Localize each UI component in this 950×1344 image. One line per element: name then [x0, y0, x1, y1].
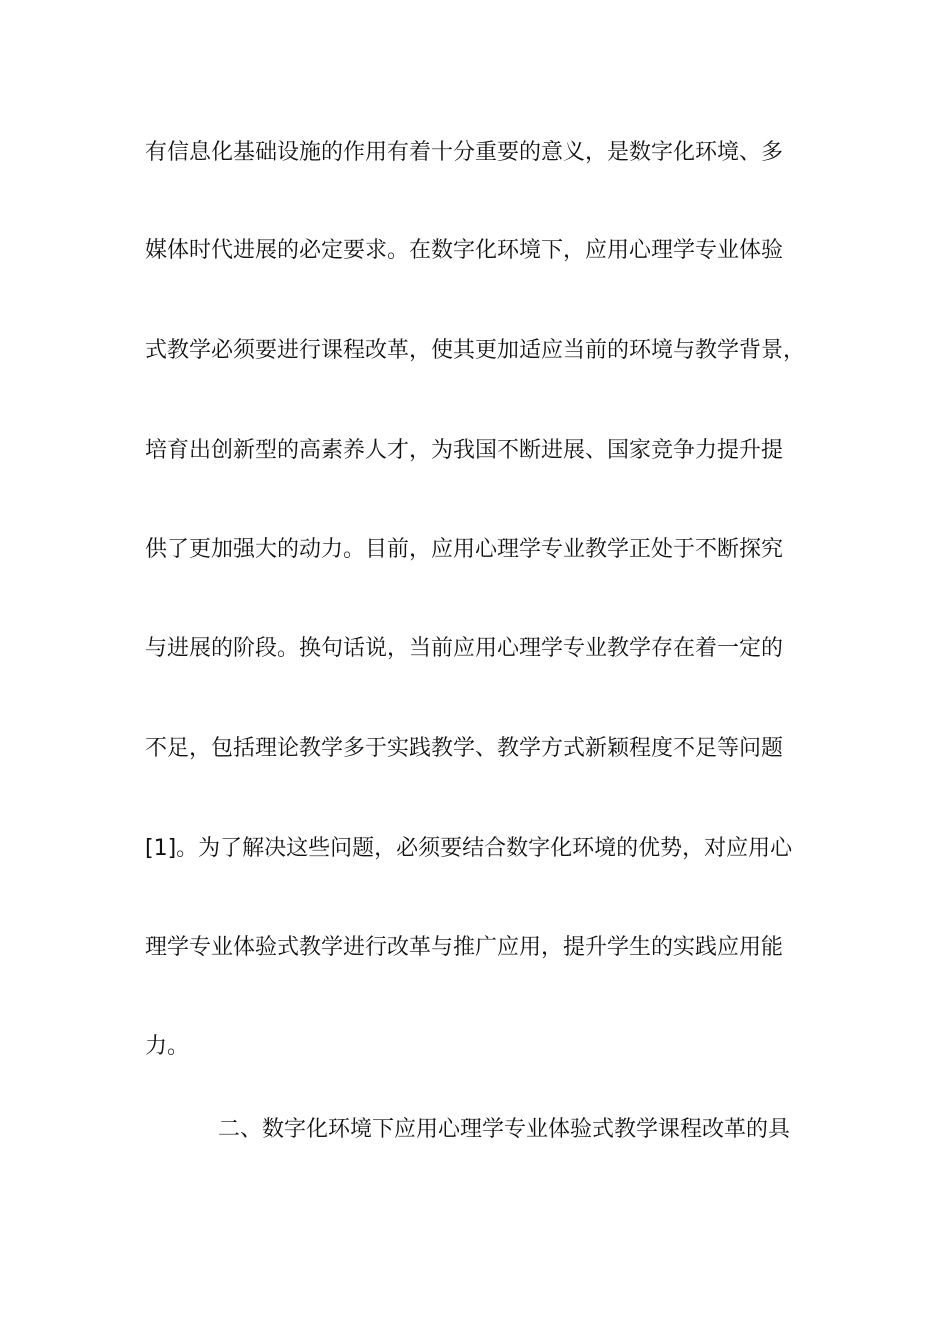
paragraph-line: 理学专业体验式教学进行改革与推广应用，提升学生的实践应用能: [145, 935, 784, 960]
paragraph-line: 供了更加强大的动力。目前，应用心理学专业教学正处于不断探究: [145, 537, 784, 562]
paragraph-line: 与进展的阶段。换句话说，当前应用心理学专业教学存在着一定的: [145, 636, 784, 661]
paragraph-line: 式教学必须要进行课程改革，使其更加适应当前的环境与教学背景，: [145, 338, 806, 363]
paragraph-line: 力。: [145, 1034, 190, 1059]
paragraph-line: [1]。为了解决这些问题，必须要结合数字化环境的优势，对应用心: [145, 836, 793, 861]
section-heading: 二、数字化环境下应用心理学专业体验式教学课程改革的具: [218, 1117, 791, 1142]
paragraph-line: 媒体时代进展的必定要求。在数字化环境下，应用心理学专业体验: [145, 238, 784, 263]
paragraph-line: 不足，包括理论教学多于实践教学、教学方式新颖程度不足等问题: [145, 736, 784, 761]
paragraph-line: 有信息化基础设施的作用有着十分重要的意义，是数字化环境、多: [145, 140, 784, 165]
paragraph-line: 培育出创新型的高素养人才，为我国不断进展、国家竞争力提升提: [145, 438, 784, 463]
